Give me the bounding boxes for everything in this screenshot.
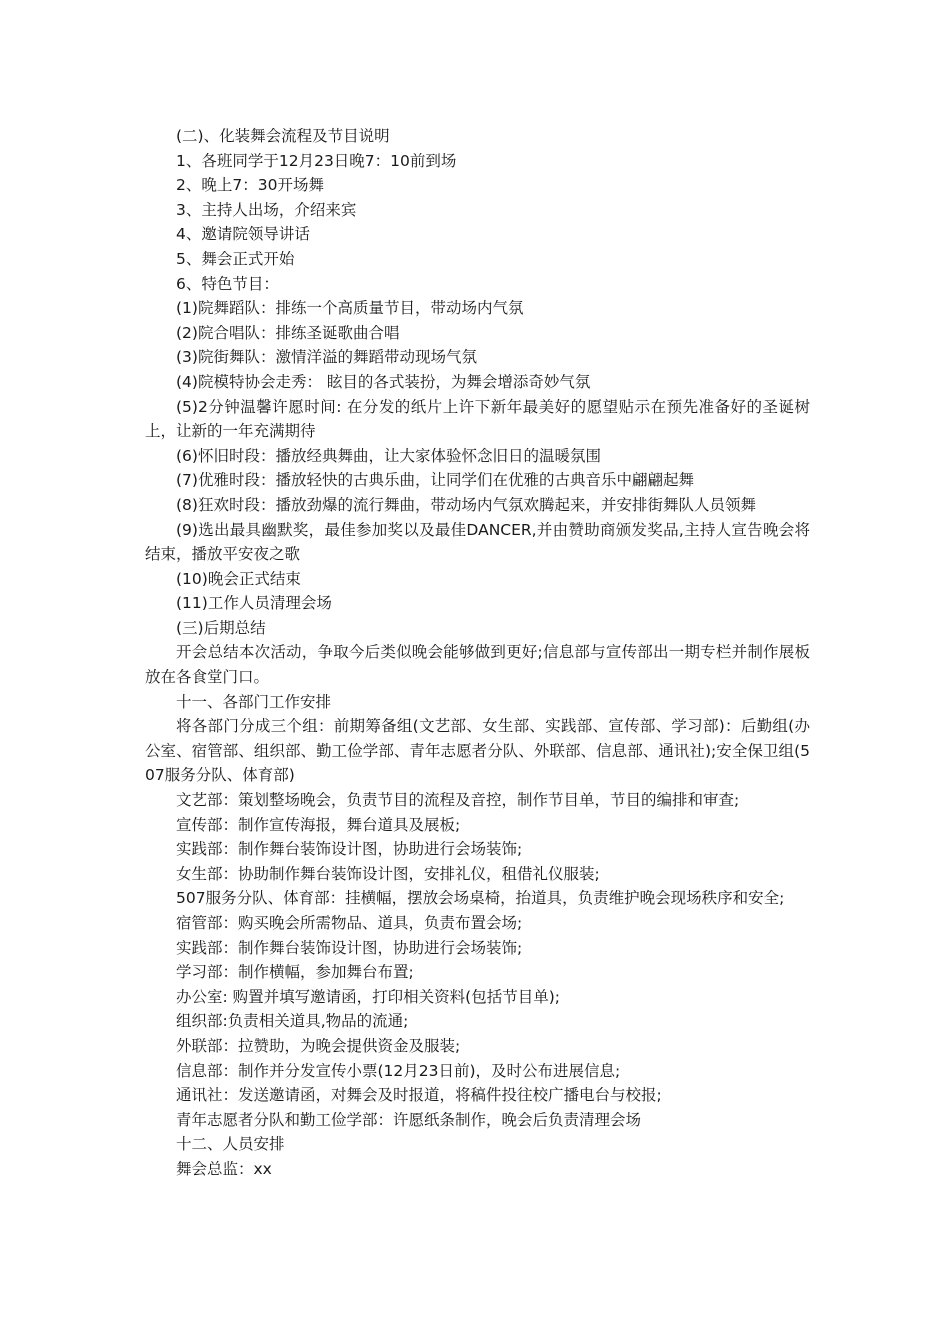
department-duty-practice: 实践部：制作舞台装饰设计图，协助进行会场装饰; [176,840,523,859]
summary-text: 开会总结本次活动，争取今后类似晚会能够做到更好;信息部与宣传部出一期专栏并制作展板放在各食堂门口。 [145,643,810,687]
program-item-1: (1)院舞蹈队：排练一个高质量节目，带动场内气氛 [176,299,524,318]
flow-item-1: 1、各班同学于12月23日晚7：10前到场 [176,151,457,170]
program-item-8: (8)狂欢时段：播放劲爆的流行舞曲，带动场内气氛欢腾起来，并安排街舞队人员领舞 [176,495,756,514]
section-heading-personnel: 十二、人员安排 [176,1135,285,1154]
department-duty-female-students: 女生部：协助制作舞台装饰设计图，安排礼仪，租借礼仪服装; [176,864,600,883]
program-item-2: (2)院合唱队：排练圣诞歌曲合唱 [176,323,400,342]
flow-item-4: 4、邀请院领导讲话 [176,225,310,244]
program-item-10: (10)晚会正式结束 [176,569,301,588]
program-item-5: (5)2分钟温馨许愿时间: 在分发的纸片上许下新年最美好的愿望贴示在预先准备好的圣诞树上，让新的一年充满期待 [145,397,810,441]
department-duty-publicity: 宣传部：制作宣传海报，舞台道具及展板; [176,815,461,834]
program-item-3: (3)院街舞队：激情洋溢的舞蹈带动现场气氛 [176,348,477,367]
section-heading-dance-flow: (二)、化装舞会流程及节目说明 [176,127,390,145]
section-heading-summary: (三)后期总结 [176,618,266,637]
department-duty-information: 信息部：制作并分发宣传小票(12月23日前)，及时公布进展信息; [176,1061,621,1080]
department-duty-study: 学习部：制作横幅，参加舞台布置; [176,963,414,982]
department-duty-service-sports: 507服务分队、体育部：挂横幅，摆放会场桌椅，抬道具，负责维护晚会现场秩序和安全; [176,889,785,908]
program-item-7: (7)优雅时段：播放轻快的古典乐曲，让同学们在优雅的古典音乐中翩翩起舞 [176,471,694,490]
flow-item-6: 6、特色节目： [176,274,279,293]
program-item-11: (11)工作人员清理会场 [176,594,332,613]
flow-item-3: 3、主持人出场，介绍来宾 [176,200,357,219]
department-duty-practice-repeat: 实践部：制作舞台装饰设计图，协助进行会场装饰; [176,938,523,957]
department-duty-volunteers: 青年志愿者分队和勤工俭学部：许愿纸条制作，晚会后负责清理会场 [176,1110,642,1129]
document-body [145,124,810,1182]
flow-item-5: 5、舞会正式开始 [176,249,295,268]
flow-item-2: 2、晚上7：30开场舞 [176,176,324,195]
program-item-4: (4)院模特协会走秀： 眩目的各式装扮，为舞会增添奇妙气氛 [176,372,591,391]
program-item-9: (9)选出最具幽默奖，最佳参加奖以及最佳DANCER,并由赞助商颁发奖品,主持人宣告晚会将结束，播放平安夜之歌 [145,520,810,564]
program-item-6: (6)怀旧时段：播放经典舞曲，让大家体验怀念旧日的温暖氛围 [176,446,601,465]
department-duty-office: 办公室: 购置并填写邀请函，打印相关资料(包括节目单); [176,987,560,1006]
department-duty-news: 通讯社：发送邀请函，对舞会及时报道，将稿件投往校广播电台与校报; [176,1086,662,1105]
section-heading-department-arrangement: 十一、各部门工作安排 [176,692,332,711]
department-duty-dormitory: 宿管部：购买晚会所需物品、道具，负责布置会场; [176,914,523,932]
department-duty-arts: 文艺部：策划整场晚会，负责节目的流程及音控，制作节目单，节目的编排和审查; [176,791,740,810]
department-duty-external: 外联部：拉赞助，为晚会提供资金及服装; [176,1036,461,1055]
department-duty-organization: 组织部:负责相关道具,物品的流通; [176,1012,409,1031]
department-groups-text: 将各部门分成三个组：前期筹备组(文艺部、女生部、实践部、宣传部、学习部)：后勤组(办公室、宿管部、组织部、勤工俭学部、青年志愿者分队、外联部、信息部、通讯社);安全保卫组(507服务分队、体育部) [145,717,810,785]
personnel-dance-director: 舞会总监：xx [176,1159,272,1178]
